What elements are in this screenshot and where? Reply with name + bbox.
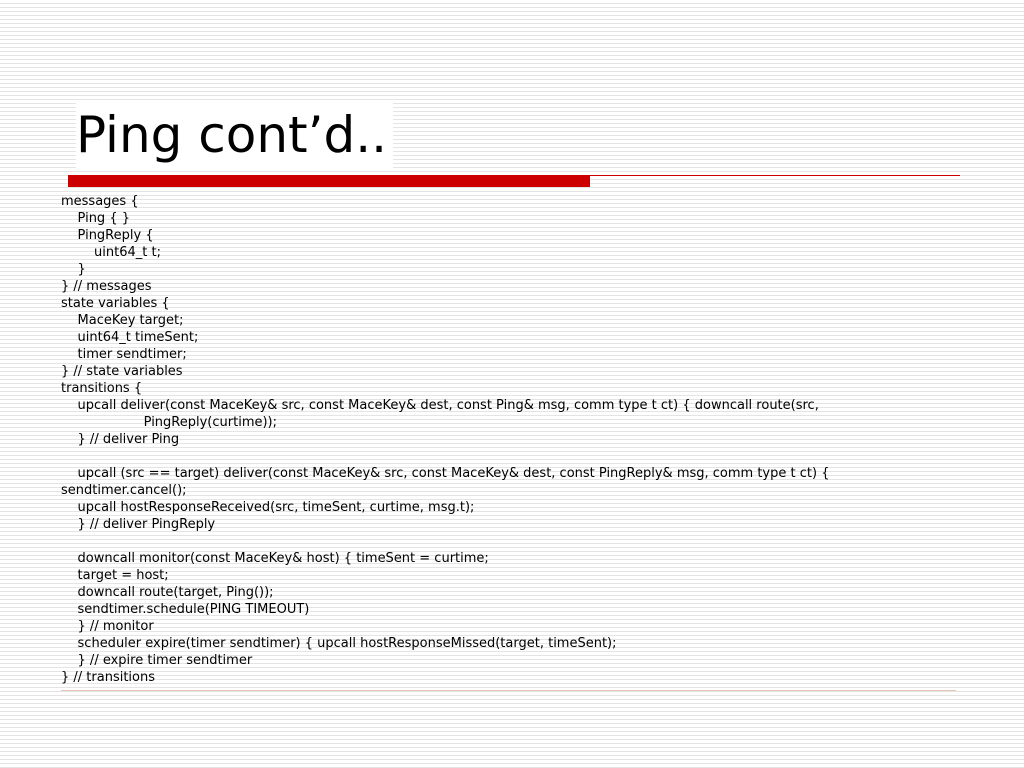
code-line: transitions { <box>61 381 143 396</box>
title-accent-bar <box>68 175 590 187</box>
code-line: sendtimer.cancel(); <box>61 483 187 498</box>
code-line: } // deliver Ping <box>61 432 180 447</box>
code-line: MaceKey target; <box>61 313 184 328</box>
code-line <box>61 533 961 550</box>
code-line: uint64_t timeSent; <box>61 330 199 345</box>
footer-divider <box>61 690 956 691</box>
code-line: upcall hostResponseReceived(src, timeSent, curtime, msg.t); <box>61 500 475 515</box>
code-line: Ping { } <box>61 211 130 226</box>
code-line <box>61 448 961 465</box>
code-line: } // state variables <box>61 364 183 379</box>
code-line: uint64_t t; <box>61 245 161 260</box>
code-line: upcall deliver(const MaceKey& src, const MaceKey& dest, const Ping& msg, comm type t ct) { downcall route(src, <box>61 398 819 413</box>
code-line: upcall (src == target) deliver(const MaceKey& src, const MaceKey& dest, const PingReply& msg, comm type t ct) { <box>61 466 830 481</box>
code-line: } // transitions <box>61 670 156 685</box>
code-block <box>61 193 961 686</box>
code-line: sendtimer.schedule(PING TIMEOUT) <box>61 602 310 617</box>
code-line: state variables { <box>61 296 170 311</box>
code-line: messages { <box>61 194 139 209</box>
code-line: target = host; <box>61 568 169 583</box>
code-line: downcall route(target, Ping()); <box>61 585 274 600</box>
code-line: } // expire timer sendtimer <box>61 653 253 668</box>
code-line: } <box>61 262 86 277</box>
code-line: timer sendtimer; <box>61 347 187 362</box>
code-line: downcall monitor(const MaceKey& host) { timeSent = curtime; <box>61 551 489 566</box>
code-line: PingReply(curtime)); <box>61 415 278 430</box>
code-line: } // monitor <box>61 619 154 634</box>
slide-title: Ping cont’d.. <box>76 100 393 170</box>
code-line: } // deliver PingReply <box>61 517 216 532</box>
code-line: } // messages <box>61 279 152 294</box>
code-line: PingReply { <box>61 228 154 243</box>
code-line: scheduler expire(timer sendtimer) { upcall hostResponseMissed(target, timeSent); <box>61 636 617 651</box>
title-accent-line <box>590 175 960 176</box>
